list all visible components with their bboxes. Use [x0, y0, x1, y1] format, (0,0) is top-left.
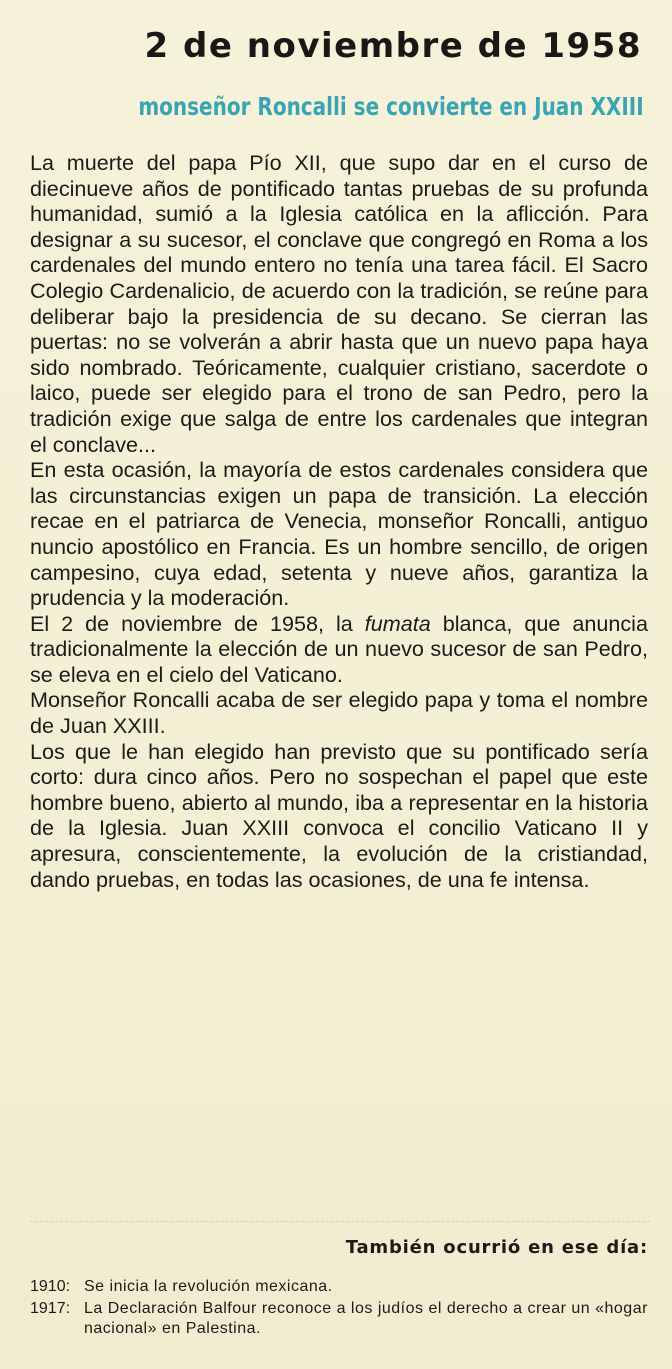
section-divider	[30, 1221, 650, 1222]
also-heading: También ocurrió en ese día:	[345, 1237, 648, 1258]
article-text: blanca, que anuncia tradicionalmente la elección de un nuevo sucesor de san Pedro, se eleva en el cielo del Vaticano.	[30, 610, 648, 687]
article-paragraph: Los que le han elegido han previsto que su pontificado sería corto: dura cinco años. Pero no sospechan el papel que este hombre bueno, abierto al mundo, iba a representar en la historia de la Iglesia. Juan XXIII convoca el concilio Vaticano II y apresura, conscientemente, la evolución de la cristiandad, dando pruebas, en todas las ocasiones, de una fe intensa.	[30, 738, 648, 892]
page-subtitle: monseñor Roncalli se convierte en Juan XXIII	[138, 92, 644, 121]
article-italic-term: fumata	[364, 610, 431, 636]
page-title: 2 de noviembre de 1958	[144, 26, 642, 66]
article-paragraph: En esta ocasión, la mayoría de estos cardenales considera que las circunstancias exigen un papa de transición. La elección recae en el patriarca de Venecia, monseñor Roncalli, antiguo nuncio apostólico en Francia. Es un hombre sencillo, de origen campesino, cuya edad, setenta y nueve años, garantiza la prudencia y la moderación.	[30, 457, 648, 611]
event-item	[30, 1299, 652, 1339]
event-year: 1910:	[30, 1278, 71, 1295]
events-list	[30, 1277, 652, 1341]
article-paragraph: La muerte del papa Pío XII, que supo dar en el curso de diecinueve años de pontificado tantas pruebas de su profunda humanidad, sumió a la Iglesia católica en la aflicción. Para designar a su sucesor, el conclave que congregó en Roma a los cardenales del mundo entero no tenía una tarea fácil. El Sacro Colegio Cardenalicio, de acuerdo con la tradición, se reúne para deliberar bajo la presidencia de su decano. Se cierran las puertas: no se volverán a abrir hasta que un nuevo papa haya sido nombrado. Teóricamente, cualquier cristiano, sacerdote o laico, puede ser elegido para el trono de san Pedro, pero la tradición exige que salga de entre los cardenales que integran el conclave...	[30, 150, 648, 457]
article-body	[30, 150, 648, 892]
event-text: Se inicia la revolución mexicana.	[84, 1278, 333, 1295]
event-text: La Declaración Balfour reconoce a los judíos el derecho a crear un «hogar nacional» en Palestina.	[84, 1300, 648, 1337]
article-paragraph: Monseñor Roncalli acaba de ser elegido papa y toma el nombre de Juan XXIII.	[30, 687, 648, 739]
article-text: El 2 de noviembre de 1958, la	[30, 610, 365, 636]
event-year: 1917:	[30, 1300, 71, 1317]
article-paragraph	[30, 611, 648, 688]
event-item	[30, 1277, 652, 1297]
